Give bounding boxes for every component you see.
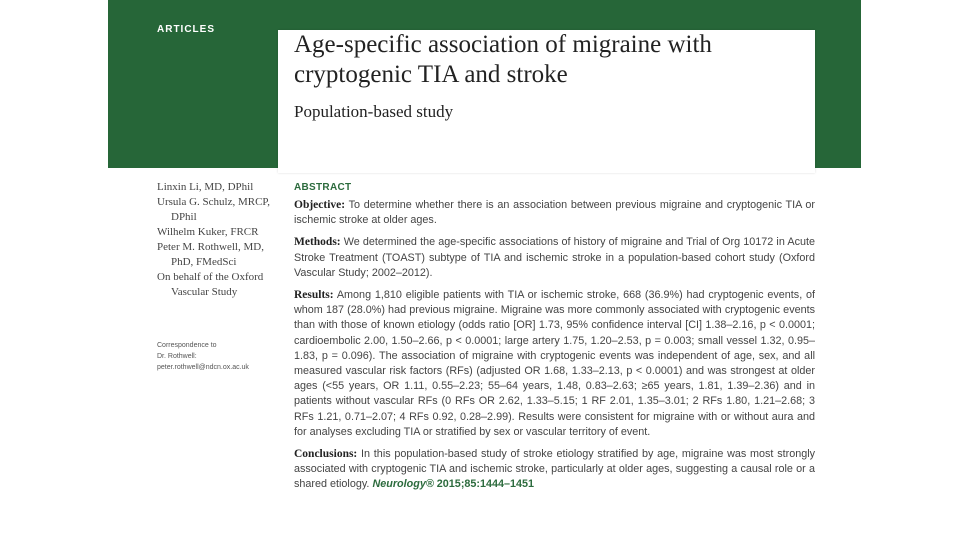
author-list bbox=[157, 180, 282, 300]
results-text: Among 1,810 eligible patients with TIA or ischemic stroke, 668 (36.9%) had cryptogenic events, of whom 187 (28.0%) had previous migraine. Migraine was more commonly associated with cryptogenic events than with those of known etiology (odds ratio [OR] 1.73, 95% confidence interval [CI] 1.38–2.16, p < 0.0001; cardioembolic 2.00, 1.50–2.66, p < 0.0001; large artery 1.75, 1.20–2.53, p = 0.003; small vessel 1.32, 0.95–1.83, p = 0.096). The association of migraine with cryptogenic events was independent of age, sex, and all measured vascular risk factors (RFs) (adjusted OR 1.68, 1.33–2.13, p < 0.0001) and was strongest at older ages (<55 years, OR 1.11, 0.55–2.23; 55–64 years, 1.48, 0.83–2.63; ≥65 years, 1.81, 1.39–2.36) and in patients without vascular RFs (0 RFs OR 2.62, 1.33–5.15; 1 RF 2.01, 1.35–3.01; 2 RFs 1.80, 1.21–2.68; 3 RFs 1.21, 0.71–2.07; 4 RFs 0.92, 0.28–2.99). Results were consistent for migraine with or without aura and for analyses excluding TIA or stratified by sex or vascular territory of event. bbox=[294, 289, 816, 438]
author-degree: PhD, FMedSci bbox=[171, 256, 237, 268]
author-name: Wilhelm Kuker, FRCR bbox=[157, 226, 259, 238]
methods-text: We determined the age-specific associations of history of migraine and Trial of Org 10172 in Acute Stroke Treatment (TOAST) subtype of TIA and ischemic stroke in a population-based cohort study (Oxford Vascular Study; 2002–2012). bbox=[294, 236, 815, 279]
article-title: Age-specific association of migraine with cryptogenic TIA and stroke bbox=[294, 31, 712, 88]
section-label: ARTICLES bbox=[157, 24, 215, 35]
author-name: Peter M. Rothwell, MD, bbox=[157, 241, 264, 253]
abstract-heading: ABSTRACT bbox=[294, 182, 352, 193]
abstract-results bbox=[294, 288, 815, 440]
citation[interactable] bbox=[372, 478, 534, 490]
author-name: Ursula G. Schulz, MRCP, bbox=[157, 196, 271, 208]
citation-journal: Neurology® bbox=[372, 478, 434, 491]
abstract-body bbox=[294, 198, 815, 500]
correspondence-email[interactable]: peter.rothwell@ndcn.ox.ac.uk bbox=[157, 364, 249, 371]
correspondence bbox=[157, 340, 287, 373]
objective-label: Objective: bbox=[294, 199, 346, 211]
article-subtitle: Population-based study bbox=[294, 102, 454, 121]
author-group: Vascular Study bbox=[171, 286, 238, 298]
methods-label: Methods: bbox=[294, 236, 341, 249]
author-name: Linxin Li, MD, DPhil bbox=[157, 181, 254, 193]
results-label: Results: bbox=[294, 289, 334, 302]
abstract-methods bbox=[294, 235, 815, 281]
abstract-objective bbox=[294, 198, 815, 228]
conclusions-text: In this population-based study of stroke etiology stratified by age, migraine was most strongly associated with cryptogenic TIA and ischemic stroke, particularly at older ages, suggesting a causal role or a shared etiology. bbox=[294, 448, 815, 491]
author-name: On behalf of the Oxford bbox=[157, 271, 264, 283]
correspondence-name: Dr. Rothwell: bbox=[157, 353, 197, 360]
objective-text: To determine whether there is an association between previous migraine and cryptogenic TIA or ischemic stroke at older ages. bbox=[294, 199, 816, 227]
author-degree: DPhil bbox=[171, 211, 197, 223]
citation-ref: 2015;85:1444–1451 bbox=[436, 478, 535, 491]
correspondence-label: Correspondence to bbox=[157, 342, 217, 349]
conclusions-label: Conclusions: bbox=[294, 448, 358, 461]
abstract-conclusions bbox=[294, 447, 815, 493]
